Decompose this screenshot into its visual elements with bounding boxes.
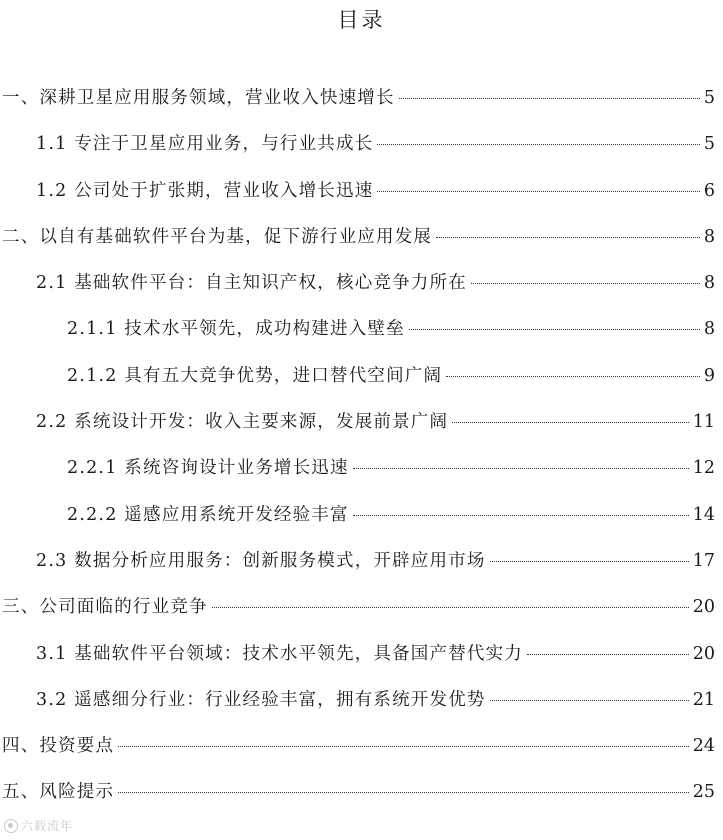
toc-entry-line bbox=[0, 457, 723, 479]
toc-entry[interactable] bbox=[0, 411, 723, 457]
toc-entry-line bbox=[0, 180, 723, 202]
toc-entry[interactable] bbox=[0, 272, 723, 318]
toc-entry-page-number: 14 bbox=[692, 504, 715, 525]
toc-entry-page-number: 8 bbox=[703, 319, 715, 340]
dot-leader bbox=[377, 144, 699, 145]
toc-entry-title: 五、风险提示 bbox=[2, 782, 115, 803]
dot-leader bbox=[377, 191, 699, 192]
toc-entry-title: 2.2.2 遥感应用系统开发经验丰富 bbox=[67, 504, 349, 525]
dot-leader bbox=[118, 746, 689, 747]
toc-entry-line bbox=[0, 596, 723, 618]
dot-leader bbox=[527, 654, 689, 655]
toc-entry[interactable] bbox=[0, 457, 723, 503]
toc-entry[interactable] bbox=[0, 504, 723, 550]
swirl-logo-icon bbox=[4, 819, 18, 833]
toc-entry[interactable] bbox=[0, 180, 723, 226]
toc-entry-line bbox=[0, 87, 723, 109]
toc-entry-line bbox=[0, 550, 723, 572]
toc-entry[interactable] bbox=[0, 781, 723, 827]
toc-entry-page-number: 8 bbox=[703, 226, 715, 247]
dot-leader bbox=[446, 376, 700, 377]
toc-entry[interactable] bbox=[0, 596, 723, 642]
dot-leader bbox=[118, 792, 689, 793]
toc-entry-title: 二、以自有基础软件平台为基，促下游行业应用发展 bbox=[2, 226, 433, 247]
toc-entry-line bbox=[0, 781, 723, 803]
toc-entry[interactable] bbox=[0, 87, 723, 133]
dot-leader bbox=[490, 700, 689, 701]
toc-entry-page-number: 5 bbox=[703, 88, 715, 108]
toc-entry-title: 一、深耕卫星应用服务领域，营业收入快速增长 bbox=[2, 88, 395, 108]
dot-leader bbox=[409, 329, 700, 330]
toc-entry-line bbox=[0, 226, 723, 248]
toc-entry-page-number: 21 bbox=[692, 689, 715, 710]
toc-entry-page-number: 25 bbox=[692, 782, 715, 803]
toc-entry-page-number: 20 bbox=[692, 643, 715, 664]
toc-entry-title: 2.2 系统设计开发：收入主要来源，发展前景广阔 bbox=[36, 412, 449, 433]
toc-entry-page-number: 11 bbox=[692, 412, 715, 433]
toc-entry-line bbox=[0, 643, 723, 665]
toc-entry-page-number: 20 bbox=[692, 597, 715, 618]
toc-entry-title: 四、投资要点 bbox=[2, 736, 115, 757]
toc-entry-title: 2.2.1 系统咨询设计业务增长迅速 bbox=[67, 458, 349, 479]
toc-entry-title: 1.2 公司处于扩张期，营业收入增长迅速 bbox=[36, 180, 374, 201]
toc-entry-page-number: 5 bbox=[703, 134, 715, 155]
dot-leader bbox=[452, 422, 689, 423]
toc-entry-title: 3.2 遥感细分行业：行业经验丰富，拥有系统开发优势 bbox=[36, 689, 486, 710]
toc-entry[interactable] bbox=[0, 643, 723, 689]
dot-leader bbox=[471, 283, 700, 284]
toc-entry[interactable] bbox=[0, 318, 723, 364]
toc-entry-title: 3.1 基础软件平台领域：技术水平领先，具备国产替代实力 bbox=[36, 643, 523, 664]
toc-entry-title: 三、公司面临的行业竞争 bbox=[2, 597, 208, 618]
toc-entry[interactable] bbox=[0, 226, 723, 272]
toc-entry-title: 2.3 数据分析应用服务：创新服务模式，开辟应用市场 bbox=[36, 550, 486, 571]
dot-leader bbox=[399, 98, 700, 99]
toc-entry[interactable] bbox=[0, 735, 723, 781]
table-of-contents bbox=[0, 87, 723, 828]
toc-entry-line bbox=[0, 365, 723, 387]
dot-leader bbox=[212, 607, 689, 608]
toc-entry-page-number: 8 bbox=[703, 273, 715, 294]
watermark bbox=[4, 817, 73, 834]
toc-entry-line bbox=[0, 318, 723, 340]
dot-leader bbox=[353, 515, 689, 516]
toc-entry-page-number: 12 bbox=[692, 458, 715, 479]
toc-entry-title: 1.1 专注于卫星应用业务，与行业共成长 bbox=[36, 134, 374, 155]
toc-entry-line bbox=[0, 411, 723, 433]
toc-entry-title: 2.1.2 具有五大竞争优势，进口替代空间广阔 bbox=[67, 365, 443, 386]
toc-entry-page-number: 6 bbox=[703, 180, 715, 201]
toc-entry-title: 2.1 基础软件平台：自主知识产权，核心竞争力所在 bbox=[36, 273, 467, 294]
dot-leader bbox=[436, 237, 700, 238]
toc-entry-page-number: 9 bbox=[703, 365, 715, 386]
toc-entry[interactable] bbox=[0, 689, 723, 735]
toc-entry-line bbox=[0, 689, 723, 711]
dot-leader bbox=[490, 561, 689, 562]
toc-entry-line bbox=[0, 133, 723, 155]
watermark-text: 六载流年 bbox=[21, 819, 74, 833]
page-title: 目录 bbox=[337, 8, 386, 32]
toc-entry-title: 2.1.1 技术水平领先，成功构建进入壁垒 bbox=[67, 319, 405, 340]
toc-entry-line bbox=[0, 735, 723, 757]
toc-entry[interactable] bbox=[0, 365, 723, 411]
toc-entry-page-number: 24 bbox=[692, 736, 715, 757]
dot-leader bbox=[353, 468, 689, 469]
toc-entry-page-number: 17 bbox=[692, 550, 715, 571]
toc-entry-line bbox=[0, 272, 723, 294]
toc-entry[interactable] bbox=[0, 550, 723, 596]
toc-entry-line bbox=[0, 504, 723, 526]
toc-entry[interactable] bbox=[0, 133, 723, 179]
